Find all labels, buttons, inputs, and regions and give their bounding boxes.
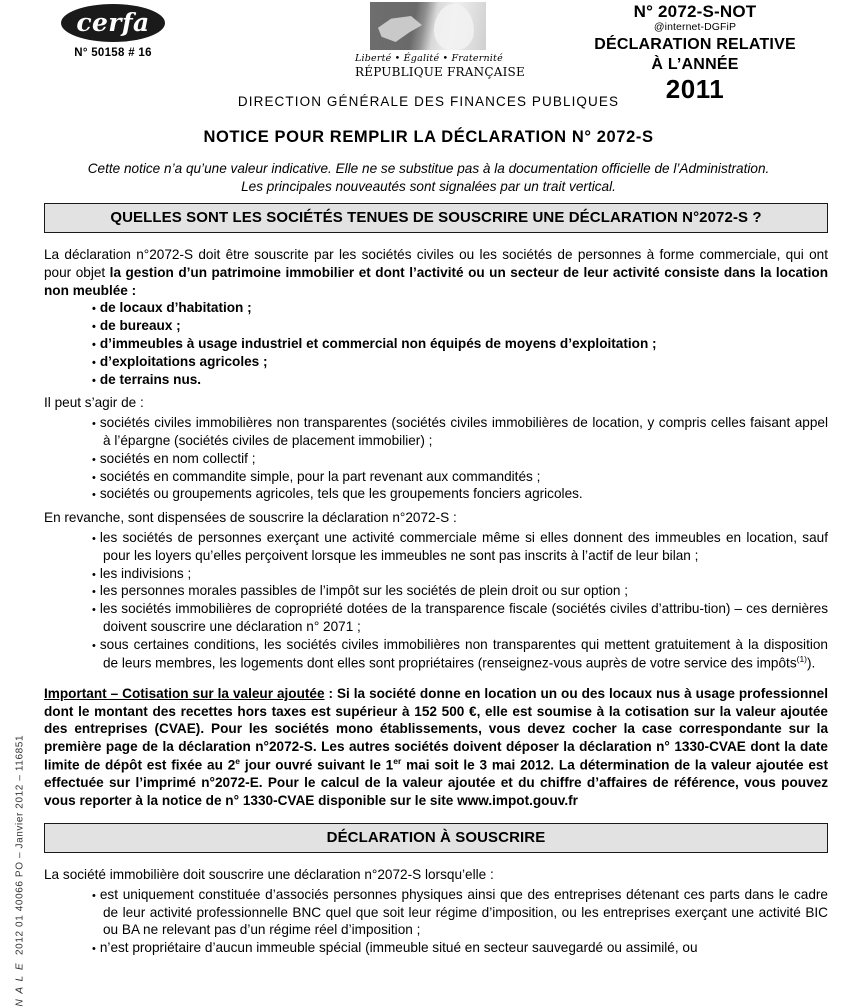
important-text-3: mai soit le 3 mai 2012. La détermination de la valeur ajoutée est effectuée sur l’imprimé n°2072-E. Pour le calcul de la valeur ajoutée et du chiffre d’affaires de référence, vous pouvez vous reporter à la notice de n° 1330-CVAE disponible sur le site www.impot.gouv.fr <box>44 757 828 809</box>
important-text-1: : Si la société donne en location un ou des locaux nus à usage professionnel dont le montant des recettes hors taxes est supérieur à 152 500 €, elle est soumise à la cotisation sur la valeur ajoutée des entreprises (CVAE). Pour les sociétés mono établissements, vous devez cocher la case correspondante sur la première page de la déclaration n°2072-S. Les autres sociétés doivent déposer la déclaration n° 1330-CVAE dont la date limite de dépôt est fixée au 2 <box>44 685 828 773</box>
list-item: • de terrains nus. <box>92 371 828 389</box>
cerfa-logo-block <box>33 4 193 59</box>
list-item: • de bureaux ; <box>92 317 828 335</box>
section-heading-qui-souscrit: QUELLES SONT LES SOCIÉTÉS TENUES DE SOUSCRIRE UNE DÉCLARATION N°2072-S ? <box>44 203 828 233</box>
important-label: Important – Cotisation sur la valeur ajoutée <box>44 685 325 701</box>
list-item-text-a: sous certaines conditions, les sociétés civiles immobilières non transparentes qui mettent gratuitement à la disposition de leurs membres, les logements dont elles sont propriétaires (renseignez-vous auprès de votre service des impôts <box>99 636 828 671</box>
section1-intro-normal: La déclaration n°2072-S doit être souscrite par les sociétés civiles ou les sociétés de personnes à forme commerciale, qui ont pour objet <box>44 247 828 280</box>
list-item: • est uniquement constituée d’associés personnes physiques ainsi que des entreprises détenant ces parts dans le cadre de leur activité professionnelle BNC quel que soit leur régime d’imposition, ou les entreprises exerçant une activité BIC ou BA ne relevant pas d’un régime réel d’imposition ; <box>92 886 828 939</box>
section1-lead-3: En revanche, sont dispensées de souscrire la déclaration n°2072-S : <box>44 510 457 526</box>
form-identification-block <box>561 2 829 104</box>
marianne-logo-icon <box>370 2 486 50</box>
page-title: NOTICE POUR REMPLIR LA DÉCLARATION N° 2072-S <box>203 128 654 146</box>
list-item-text-b: ). <box>807 655 816 671</box>
cerfa-logo-text: cerfa <box>76 7 150 37</box>
section2-lead: La société immobilière doit souscrire une déclaration n°2072-S lorsqu’elle : <box>44 866 494 882</box>
list-item: • les sociétés de personnes exerçant une activité commerciale même si elles donnent des immeubles en location, sauf pour les loyers qu’elles perçoivent lorsque les immeubles ne sont pas inscrits à l’actif de leur bilan ; <box>92 529 828 565</box>
list-item: • les indivisions ; <box>92 565 828 583</box>
section2-bullet-list <box>44 886 828 957</box>
administration-name: DIRECTION GÉNÉRALE DES FINANCES PUBLIQUES <box>237 94 620 109</box>
list-item: • de locaux d’habitation ; <box>92 299 828 317</box>
republic-motto: Liberté • Égalité • Fraternité <box>355 53 503 64</box>
internet-tag: @internet-DGFiP <box>653 21 737 34</box>
important-text-2: jour ouvré suivant le 1 <box>240 757 394 773</box>
section1-bullet-list-3 <box>44 529 828 672</box>
margin-print-code-block <box>0 622 30 1007</box>
list-item: • sociétés civiles immobilières non transparentes (sociétés civiles immobilières de location, y compris celles faisant appel à l’épargne (sociétés civiles de placement immobilier) ; <box>92 414 828 450</box>
list-item: • sociétés ou groupements agricoles, tels que les groupements fonciers agricoles. <box>92 485 828 503</box>
list-item: • n’est propriétaire d’aucun immeuble spécial (immeuble situé en secteur sauvegardé ou assimilé, ou <box>92 939 828 957</box>
margin-print-code-text: 2012 01 40066 PO – Janvier 2012 – 116851 <box>14 734 26 955</box>
list-item: • les personnes morales passibles de l’impôt sur les sociétés de plein droit ou sur option ; <box>92 582 828 600</box>
footnote-marker: (1) <box>796 653 808 664</box>
section1-intro-bold: la gestion d’un patrimoine immobilier et dont l’activité ou un secteur de leur activité consiste dans la location non meublée : <box>44 264 829 298</box>
list-item <box>92 636 828 672</box>
list-item: • sociétés en nom collectif ; <box>92 450 828 468</box>
form-number: N° 2072-S-NOT <box>633 2 757 21</box>
list-item: • d’exploitations agricoles ; <box>92 353 828 371</box>
declaration-line-2: À L’ANNÉE <box>651 55 739 73</box>
section1-intro-paragraph <box>44 246 828 299</box>
margin-print-code-italic: N A L E <box>14 961 26 1007</box>
margin-print-code <box>15 667 26 1007</box>
cerfa-logo-ellipse <box>61 4 165 42</box>
important-cvae-paragraph <box>44 685 828 810</box>
republic-name: RÉPUBLIQUE FRANÇAISE <box>355 65 525 79</box>
cerfa-number: N° 50158 # 16 <box>74 47 152 59</box>
list-item: • d’immeubles à usage industriel et commercial non équipés de moyens d’exploitation ; <box>92 335 828 353</box>
section1-bold-bullet-list <box>44 299 828 388</box>
section-heading-declaration-a-souscrire: DÉCLARATION À SOUSCRIRE <box>44 823 828 853</box>
section1-lead-2: Il peut s’agir de : <box>44 395 144 411</box>
declaration-line-1: DÉCLARATION RELATIVE <box>594 35 796 53</box>
section1-bullet-list-2 <box>44 414 828 503</box>
declaration-year: 2011 <box>665 73 725 104</box>
important-sup-1: e <box>235 756 241 767</box>
republique-francaise-block <box>355 2 525 79</box>
list-item: • les sociétés immobilières de copropriété dotées de la transparence fiscale (sociétés civiles d’attribu-tion) – ces dernières doivent souscrire une déclaration n° 2071 ; <box>92 600 828 636</box>
notice-subtitle: Cette notice n’a qu’une valeur indicative. Elle ne se substitue pas à la documentation officielle de l’Administration. Les principales nouveautés sont signalées par un trait vertical. <box>87 161 770 194</box>
document-content <box>44 203 828 957</box>
list-item: • sociétés en commandite simple, pour la part revenant aux commandités ; <box>92 468 828 486</box>
important-sup-2: er <box>393 756 402 767</box>
